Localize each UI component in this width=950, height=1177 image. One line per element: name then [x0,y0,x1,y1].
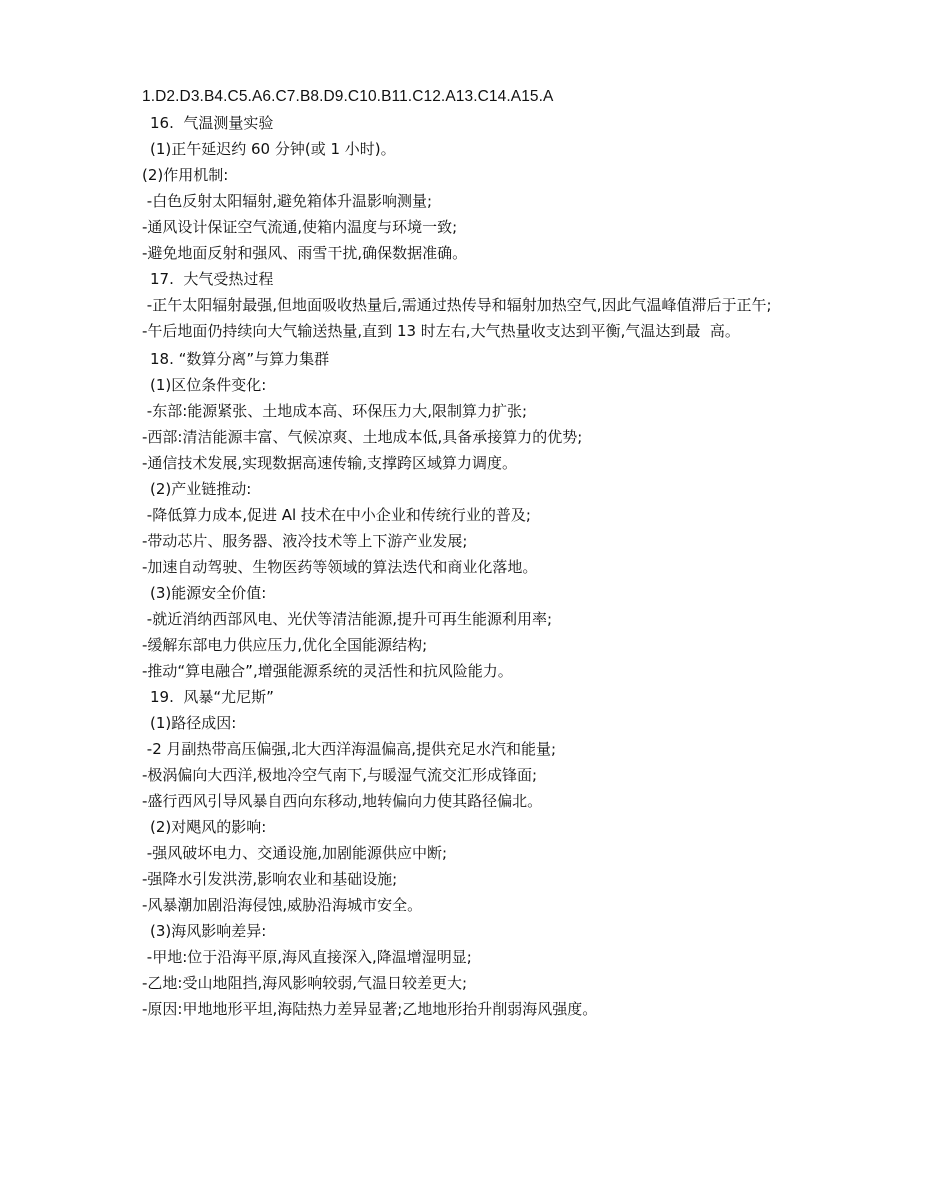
q19-part2-point: -强风破坏电力、交通设施,加剧能源供应中断; [142,844,448,862]
q19-part1-point: -盛行西风引导风暴自西向东移动,地转偏向力使其路径偏北。 [142,792,543,810]
q18-part3-point: -推动“算电融合”,增强能源系统的灵活性和抗风险能力。 [142,662,513,680]
q19-part2-point: -强降水引发洪涝,影响农业和基础设施; [142,870,398,888]
document-page [142,84,822,1022]
q16-part1: (1)正午延迟约 60 分钟(或 1 小时)。 [150,140,396,158]
q17-heading: 17. 大气受热过程 [150,270,274,288]
q18-part2-title: (2)产业链推动: [150,480,252,498]
q18-part1-point: -东部:能源紧张、土地成本高、环保压力大,限制算力扩张; [142,402,528,420]
q17-point: -午后地面仍持续向大气输送热量,直到 13 时左右,大气热量收支达到平衡,气温达到最 高。 [142,322,740,340]
q18-part1-point: -通信技术发展,实现数据高速传输,支撑跨区域算力调度。 [142,454,517,472]
q19-part1-title: (1)路径成因: [150,714,237,732]
q16-heading: 16. 气温测量实验 [150,114,274,132]
q16-part2-title: (2)作用机制: [142,166,229,184]
q19-part2-point: -风暴潮加剧沿海侵蚀,威胁沿海城市安全。 [142,896,423,914]
q16-point: -白色反射太阳辐射,避免箱体升温影响测量; [142,192,433,210]
q19-part3-point: -甲地:位于沿海平原,海风直接深入,降温增湿明显; [142,948,472,966]
q18-part1-point: -西部:清洁能源丰富、气候凉爽、土地成本低,具备承接算力的优势; [142,428,583,446]
q18-part2-point: -加速自动驾驶、生物医药等领域的算法迭代和商业化落地。 [142,558,538,576]
q18-part2-point: -带动芯片、服务器、液冷技术等上下游产业发展; [142,532,468,550]
answer-key: 1.D2.D3.B4.C5.A6.C7.B8.D9.C10.B11.C12.A13.C14.A15.A [142,88,554,105]
q19-part1-point: -极涡偏向大西洋,极地冷空气南下,与暖湿气流交汇形成锋面; [142,766,538,784]
q17-point: -正午太阳辐射最强,但地面吸收热量后,需通过热传导和辐射加热空气,因此气温峰值滞后于正午; [142,296,772,314]
q19-part2-title: (2)对飓风的影响: [150,818,267,836]
q16-point: -避免地面反射和强风、雨雪干扰,确保数据准确。 [142,244,468,262]
q19-heading: 19. 风暴“尤尼斯” [150,688,274,706]
q16-point: -通风设计保证空气流通,使箱内温度与环境一致; [142,218,458,236]
q18-heading: 18. “数算分离”与算力集群 [150,350,330,368]
q18-part1-title: (1)区位条件变化: [150,376,267,394]
q19-part3-point: -乙地:受山地阻挡,海风影响较弱,气温日较差更大; [142,974,468,992]
q18-part2-point: -降低算力成本,促进 Al 技术在中小企业和传统行业的普及; [142,506,531,524]
q19-part3-title: (3)海风影响差异: [150,922,267,940]
q19-part1-point: -2 月副热带高压偏强,北大西洋海温偏高,提供充足水汽和能量; [142,740,557,758]
q18-part3-point: -就近消纳西部风电、光伏等清洁能源,提升可再生能源利用率; [142,610,553,628]
q19-part3-point: -原因:甲地地形平坦,海陆热力差异显著;乙地地形抬升削弱海风强度。 [142,1000,598,1018]
q18-part3-point: -缓解东部电力供应压力,优化全国能源结构; [142,636,428,654]
q18-part3-title: (3)能源安全价值: [150,584,267,602]
